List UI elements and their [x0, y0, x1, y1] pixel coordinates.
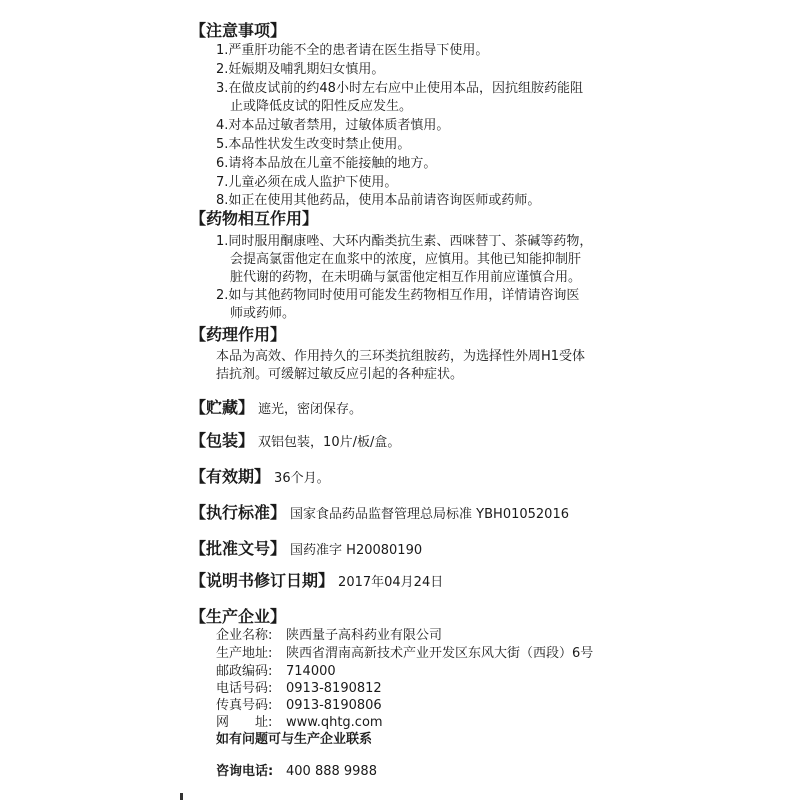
- approval-value: 国药准字 H20080190: [290, 543, 423, 558]
- precaution-item: 8.如正在使用其他药品，使用本品前请咨询医师或药师。: [216, 193, 541, 208]
- contact-note: 如有问题可与生产企业联系: [216, 732, 373, 747]
- pharmacology-text: 拮抗剂。可缓解过敏反应引起的各种症状。: [216, 367, 464, 382]
- interaction-item: 师或药师。: [230, 306, 296, 321]
- hotline-row: 咨询电话: 400 888 9988: [216, 764, 377, 779]
- validity-row: 【有效期】 36个月。: [190, 467, 330, 486]
- package-row: 【包装】 双铝包装，10片/板/盒。: [190, 431, 401, 450]
- package-value: 双铝包装，10片/板/盒。: [258, 435, 401, 450]
- manufacturer-row: 网 址: www.qhtg.com: [216, 715, 383, 730]
- precaution-item: 3.在做皮试前的约48小时左右应中止使用本品，因抗组胺药能阻: [216, 81, 583, 96]
- precaution-item: 4.对本品过敏者禁用，过敏体质者慎用。: [216, 118, 450, 133]
- precaution-item: 6.请将本品放在儿童不能接触的地方。: [216, 156, 437, 171]
- validity-value: 36个月。: [274, 471, 330, 486]
- revision-row: 【说明书修订日期】 2017年04月24日: [190, 571, 444, 590]
- pharmacology-heading: 【药理作用】: [190, 325, 287, 344]
- precaution-item: 5.本品性状发生改变时禁止使用。: [216, 137, 411, 152]
- interaction-item: 1.同时服用酮康唑、大环内酯类抗生素、西咪替丁、茶碱等药物，: [216, 234, 593, 249]
- precautions-heading: 【注意事项】: [190, 21, 287, 40]
- storage-value: 遮光，密闭保存。: [258, 402, 363, 417]
- manufacturer-row: 电话号码: 0913-8190812: [216, 681, 382, 696]
- interaction-item: 2.如与其他药物同时使用可能发生药物相互作用，详情请咨询医: [216, 288, 580, 303]
- manufacturer-row: 企业名称: 陕西量子高科药业有限公司: [216, 628, 443, 643]
- standard-row: 【执行标准】 国家食品药品监督管理总局标准 YBH01052016: [190, 503, 569, 522]
- storage-row: 【贮藏】 遮光，密闭保存。: [190, 398, 363, 417]
- manufacturer-row: 邮政编码: 714000: [216, 664, 336, 679]
- interaction-item: 脏代谢的药物，在未明确与氯雷他定相互作用前应谨慎合用。: [230, 270, 582, 285]
- edge-mark: [180, 793, 183, 800]
- precaution-item: 1.严重肝功能不全的患者请在医生指导下使用。: [216, 43, 489, 58]
- revision-value: 2017年04月24日: [338, 575, 444, 590]
- precaution-item: 止或降低皮试的阳性反应发生。: [230, 99, 413, 114]
- standard-value: 国家食品药品监督管理总局标准 YBH01052016: [290, 507, 569, 522]
- interaction-item: 会提高氯雷他定在血浆中的浓度，应慎用。其他已知能抑制肝: [230, 252, 582, 267]
- interactions-heading: 【药物相互作用】: [190, 209, 319, 228]
- manufacturer-heading: 【生产企业】: [190, 607, 287, 626]
- approval-row: 【批准文号】 国药准字 H20080190: [190, 539, 423, 558]
- pharmacology-text: 本品为高效、作用持久的三环类抗组胺药，为选择性外周H1受体: [216, 349, 586, 364]
- manufacturer-row: 生产地址: 陕西省渭南高新技术产业开发区东风大街（西段）6号: [216, 646, 594, 661]
- manufacturer-row: 传真号码: 0913-8190806: [216, 698, 382, 713]
- precaution-item: 2.妊娠期及哺乳期妇女慎用。: [216, 62, 385, 77]
- precaution-item: 7.儿童必须在成人监护下使用。: [216, 175, 398, 190]
